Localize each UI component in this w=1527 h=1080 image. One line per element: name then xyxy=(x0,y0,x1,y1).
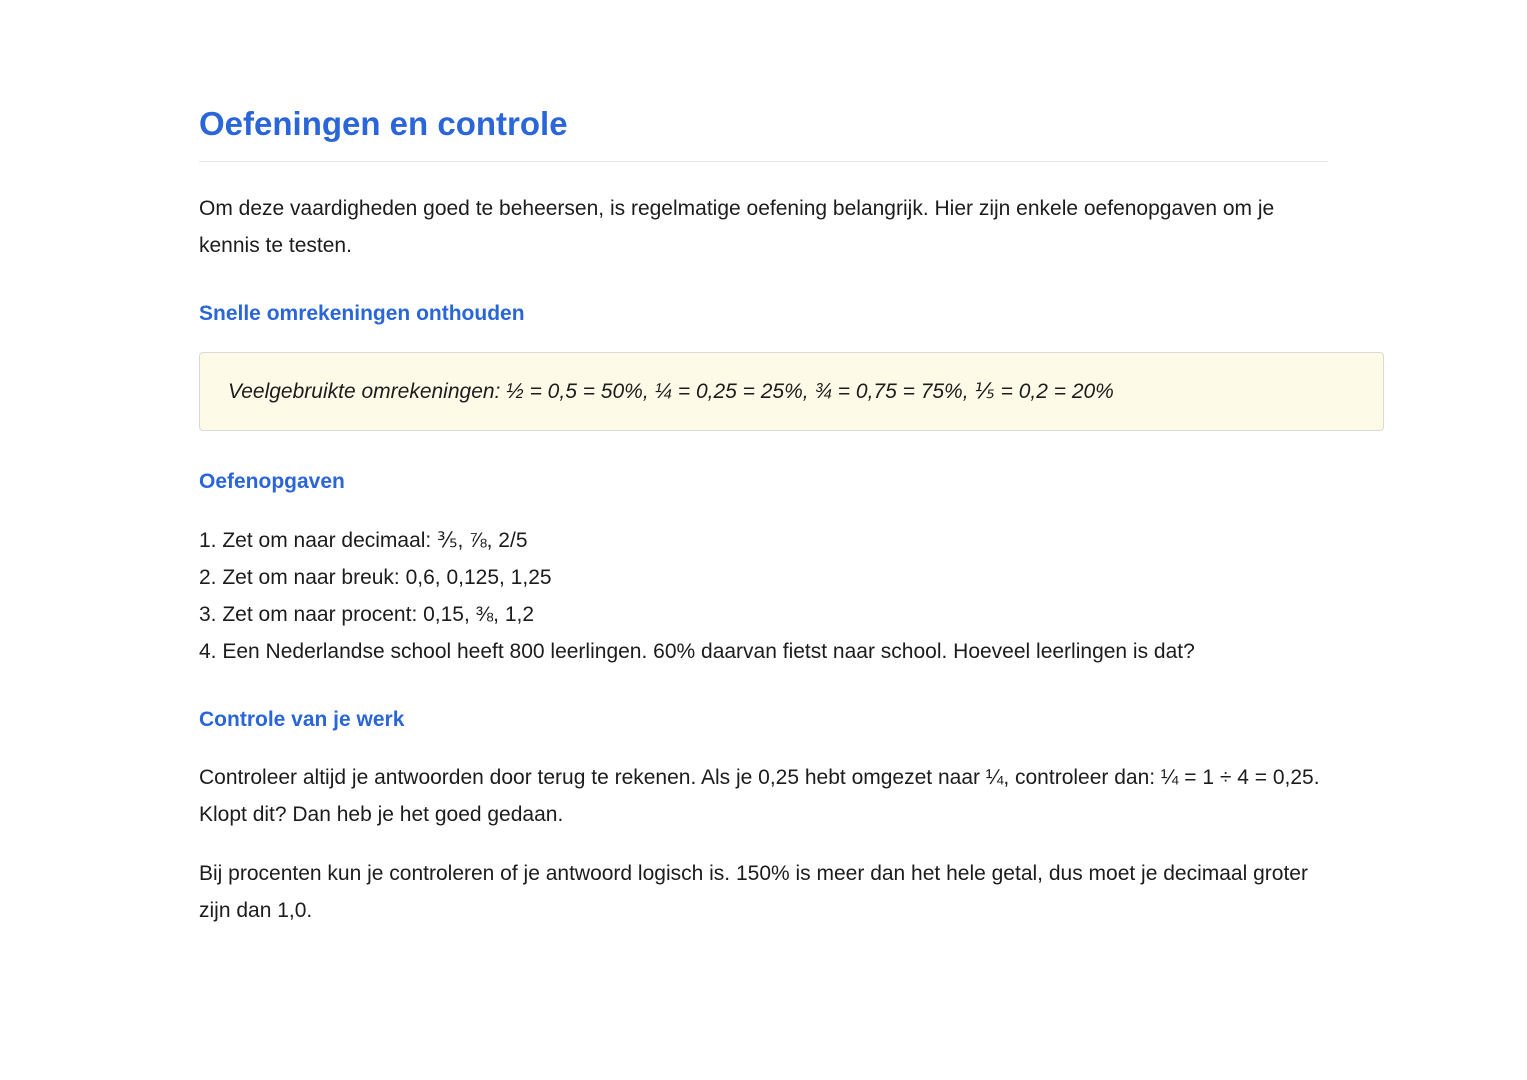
conversions-callout-text: Veelgebruikte omrekeningen: ½ = 0,5 = 50%, ¼ = 0,25 = 25%, ¾ = 0,75 = 75%, ⅕ = 0,2 = 20% xyxy=(228,380,1114,403)
page-title: Oefeningen en controle xyxy=(199,105,568,142)
conversions-callout xyxy=(199,352,1384,431)
exercise-item-1: 1. Zet om naar decimaal: ⅗, ⅞, 2/5 xyxy=(199,529,528,552)
title-divider xyxy=(199,161,1328,162)
exercise-item-3: 3. Zet om naar procent: 0,15, ⅜, 1,2 xyxy=(199,603,535,626)
exercise-item-2: 2. Zet om naar breuk: 0,6, 0,125, 1,25 xyxy=(199,566,552,589)
intro-paragraph: Om deze vaardigheden goed te beheersen, is regelmatige oefening belangrijk. Hier zijn enkele oefenopgaven om je kennis te testen. xyxy=(199,197,1275,257)
exercises-heading: Oefenopgaven xyxy=(199,470,345,493)
check-paragraph-2: Bij procenten kun je controleren of je antwoord logisch is. 150% is meer dan het hele getal, dus moet je decimaal groter zijn dan 1,0. xyxy=(199,862,1308,922)
conversions-heading: Snelle omrekeningen onthouden xyxy=(199,302,525,325)
exercise-list xyxy=(199,522,1359,670)
check-paragraph-1: Controleer altijd je antwoorden door terug te rekenen. Als je 0,25 hebt omgezet naar ¼, controleer dan: ¼ = 1 ÷ 4 = 0,25. Klopt dit? Dan heb je het goed gedaan. xyxy=(199,766,1320,826)
check-heading: Controle van je werk xyxy=(199,708,405,731)
exercise-item-4: 4. Een Nederlandse school heeft 800 leerlingen. 60% daarvan fietst naar school. Hoeveel leerlingen is dat? xyxy=(199,640,1195,663)
